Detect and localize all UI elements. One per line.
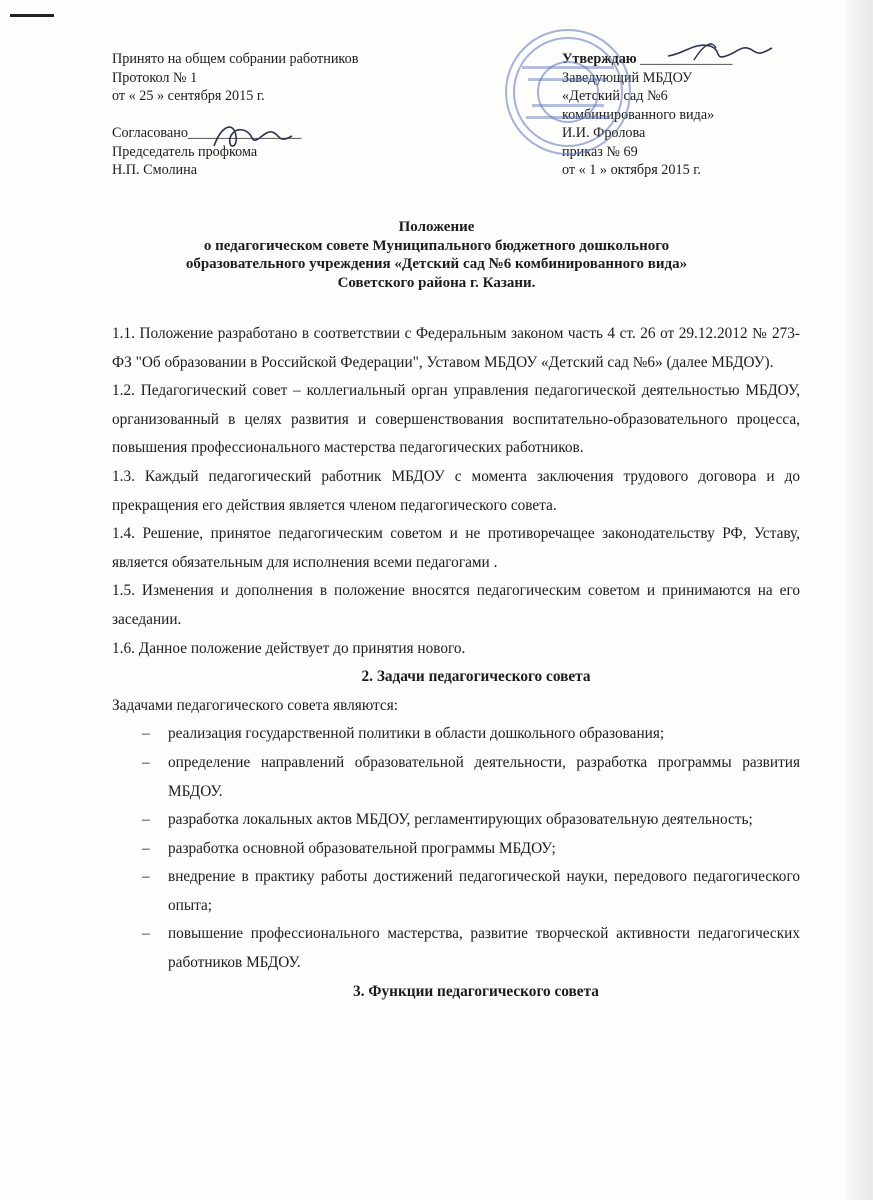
section-2-heading: 2. Задачи педагогического совета bbox=[361, 668, 591, 686]
agreed-signature-line: ________________ bbox=[187, 125, 302, 141]
chairman-signature bbox=[208, 118, 298, 154]
head-signature bbox=[664, 34, 774, 70]
list-item: – разработка локальных актов МБДОУ, регламентирующих образовательную деятельность; bbox=[112, 806, 800, 835]
protocol-line: Протокол № 1 bbox=[112, 69, 198, 86]
approve-label: Утверждаю bbox=[562, 51, 637, 67]
chairman-role: Председатель профкома bbox=[112, 143, 258, 160]
header-left bbox=[112, 50, 358, 180]
protocol-date: от « 25 » сентября 2015 г. bbox=[112, 88, 265, 104]
scan-edge-mark bbox=[10, 14, 54, 17]
paragraph-1-1: 1.1. Положение разработано в соответствии с Федеральным законом часть 4 ст. 26 от 29.12.2012 № 273-ФЗ "Об образовании в Российской Федерации", Уставом МБДОУ «Детский сад №6» (далее МБДОУ). bbox=[112, 325, 800, 371]
document-title bbox=[100, 218, 773, 292]
title-line-4: Советского района г. Казани. bbox=[337, 274, 536, 291]
title-line-3: образовательного учреждения «Детский сад №6 комбинированного вида» bbox=[185, 256, 688, 272]
org-line-1: «Детский сад №6 bbox=[562, 88, 668, 104]
paragraph-1-6: 1.6. Данное положение действует до принятия нового. bbox=[112, 639, 466, 657]
list-item: – разработка основной образовательной программы МБДОУ; bbox=[112, 835, 800, 864]
paragraph-1-4: 1.4. Решение, принятое педагогическим советом и не противоречащее законодательству РФ, Уставу, является обязательным для исполнения всеми педагогами . bbox=[112, 525, 800, 571]
chairman-name: Н.П. Смолина bbox=[112, 162, 198, 178]
paragraph-1-2: 1.2. Педагогический совет – коллегиальный орган управления педагогической деятельностью МБДОУ, организованный в целях развития и совершенствования воспитательно-образовательного процесса, повышения профессионального мастерства педагогических работников. bbox=[112, 382, 800, 457]
section-3-heading: 3. Функции педагогического совета bbox=[353, 982, 599, 1000]
round-seal-stamp bbox=[440, 20, 690, 170]
paragraph-1-3: 1.3. Каждый педагогический работник МБДОУ с момента заключения трудового договора и до прекращения его действия является членом педагогического совета. bbox=[112, 467, 800, 514]
list-item: – реализация государственной политики в области дошкольного образования; bbox=[112, 720, 800, 749]
agreed-label: Согласовано bbox=[112, 125, 188, 141]
title-line-2: о педагогическом совете Муниципального бюджетного дошкольного bbox=[203, 237, 670, 254]
order-date: от « 1 » октября 2015 г. bbox=[562, 162, 701, 178]
head-name: И.И. Фролова bbox=[562, 125, 646, 141]
order-number: приказ № 69 bbox=[562, 143, 638, 160]
title-line-1: Положение bbox=[398, 219, 475, 235]
list-item: – повышение профессионального мастерства, развитие творческой активности педагогических работников МБДОУ. bbox=[112, 920, 800, 977]
document-body bbox=[112, 320, 800, 1006]
paragraph-1-5: 1.5. Изменения и дополнения в положение вносятся педагогическим советом и принимаются на его заседании. bbox=[112, 582, 800, 628]
section-2-intro: Задачами педагогического совета являются: bbox=[112, 696, 399, 714]
head-role: Заведующий МБДОУ bbox=[562, 69, 693, 86]
org-line-2: комбинированного вида» bbox=[562, 106, 715, 123]
scan-right-edge bbox=[847, 0, 873, 1200]
approve-signature-line: _____________ bbox=[640, 51, 733, 67]
tasks-list bbox=[112, 720, 800, 977]
accepted-line: Принято на общем собрании работников bbox=[112, 51, 359, 67]
list-item: – внедрение в практику работы достижений педагогической науки, передового педагогического опыта; bbox=[112, 863, 800, 920]
list-item: – определение направлений образовательной деятельности, разработка программы развития МБДОУ. bbox=[112, 749, 800, 806]
